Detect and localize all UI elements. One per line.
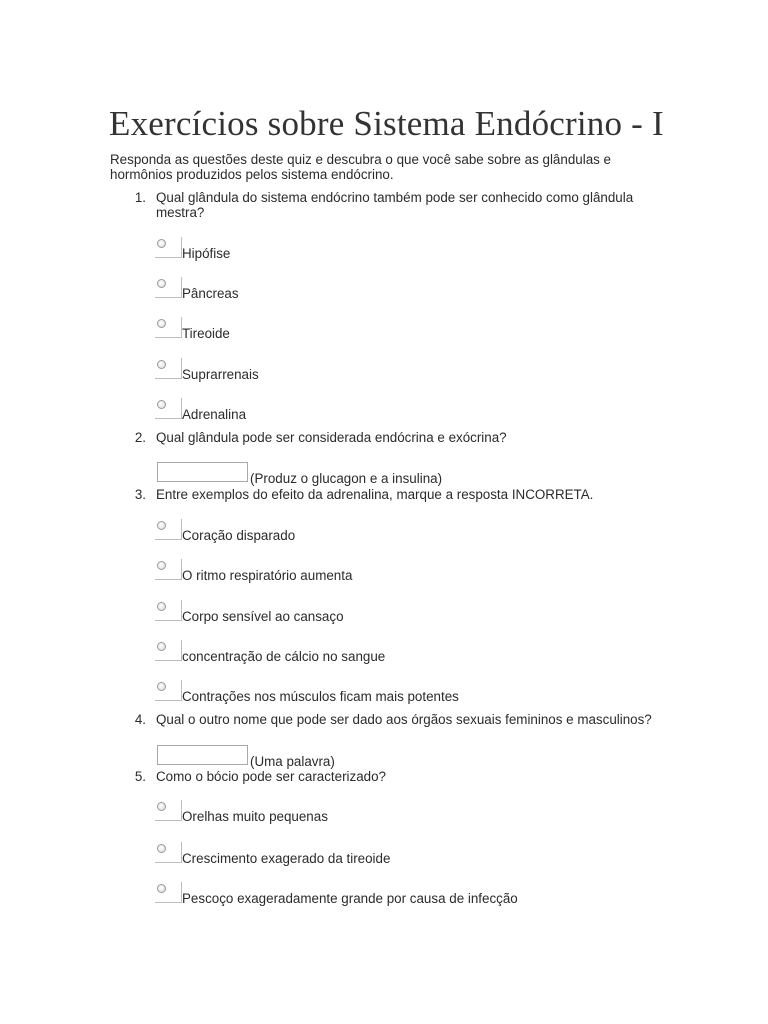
option-hipofise[interactable] — [155, 237, 675, 263]
radio-button-icon[interactable] — [157, 400, 166, 409]
radio-button-icon[interactable] — [157, 521, 166, 530]
intro-text: Responda as questões deste quiz e descubra o que você sabe sobre as glândulas e hormônios produzidos pelos sistema endócrino. — [110, 152, 612, 182]
radio-button-icon[interactable] — [157, 802, 166, 811]
radio-button-icon[interactable] — [157, 602, 166, 611]
answer-hint: (Produz o glucagon e a insulina) — [250, 471, 443, 486]
answer-input[interactable] — [157, 462, 248, 482]
radio-button-icon[interactable] — [157, 682, 166, 691]
radio-button-icon[interactable] — [157, 239, 166, 248]
option-label: Contrações nos músculos ficam mais potentes — [182, 689, 459, 704]
question-text: Qual o outro nome que pode ser dado aos órgãos sexuais femininos e masculinos? — [156, 712, 652, 727]
option-label: concentração de cálcio no sangue — [182, 649, 386, 664]
option-concentracao-calcio[interactable] — [155, 640, 675, 666]
option-label: Crescimento exagerado da tireoide — [182, 851, 391, 866]
option-label: Tireoide — [182, 326, 230, 341]
question-text: Qual glândula pode ser considerada endócrina e exócrina? — [156, 430, 507, 445]
answer-hint: (Uma palavra) — [250, 754, 335, 769]
radio-button-icon[interactable] — [157, 319, 166, 328]
option-pescoco-grande[interactable] — [155, 882, 675, 908]
option-orelhas-pequenas[interactable] — [155, 800, 675, 826]
radio-button-icon[interactable] — [157, 561, 166, 570]
option-label: O ritmo respiratório aumenta — [182, 568, 353, 583]
question-text: Entre exemplos do efeito da adrenalina, marque a resposta INCORRETA. — [156, 487, 594, 502]
option-label: Coração disparado — [182, 528, 296, 543]
answer-input[interactable] — [157, 745, 248, 765]
question-number: 2. — [134, 430, 146, 445]
question-text: Qual glândula do sistema endócrino também pode ser conhecido como glândula mestra? — [156, 190, 634, 220]
option-crescimento-tireoide[interactable] — [155, 842, 675, 868]
option-tireoide[interactable] — [155, 317, 675, 343]
radio-button-icon[interactable] — [157, 884, 166, 893]
option-pancreas[interactable] — [155, 277, 675, 303]
page-title: Exercícios sobre Sistema Endócrino - I — [109, 104, 664, 143]
radio-button-icon[interactable] — [157, 642, 166, 651]
option-label: Pescoço exageradamente grande por causa de infecção — [182, 891, 518, 906]
question-number: 5. — [134, 769, 146, 784]
radio-button-icon[interactable] — [157, 360, 166, 369]
option-label: Orelhas muito pequenas — [182, 809, 328, 824]
option-label: Adrenalina — [182, 407, 247, 422]
question-text: Como o bócio pode ser caracterizado? — [156, 769, 387, 784]
option-contracoes-musculos[interactable] — [155, 680, 675, 706]
question-number: 1. — [134, 190, 146, 205]
question-number: 4. — [134, 712, 146, 727]
option-corpo-sensivel[interactable] — [155, 600, 675, 626]
option-label: Hipófise — [182, 246, 231, 261]
option-ritmo-respiratorio[interactable] — [155, 559, 675, 585]
radio-button-icon[interactable] — [157, 279, 166, 288]
radio-button-icon[interactable] — [157, 844, 166, 853]
option-suprarrenais[interactable] — [155, 358, 675, 384]
option-label: Pâncreas — [182, 286, 239, 301]
question-number: 3. — [134, 487, 146, 502]
option-coracao-disparado[interactable] — [155, 519, 675, 545]
option-label: Suprarrenais — [182, 367, 259, 382]
option-adrenalina[interactable] — [155, 398, 675, 424]
option-label: Corpo sensível ao cansaço — [182, 609, 344, 624]
